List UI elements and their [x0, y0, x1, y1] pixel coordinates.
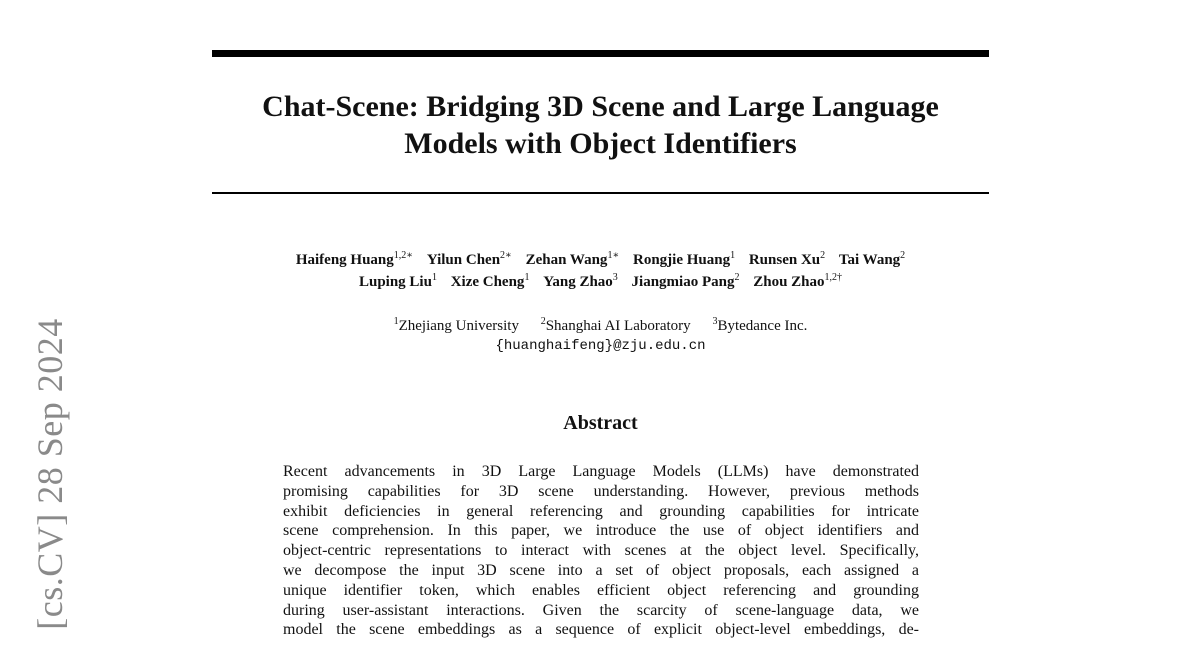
author: Xize Cheng$^1$ — [450, 272, 530, 290]
author: Luping Liu$^1$ — [358, 272, 437, 290]
abstract-line: during user-assistant interactions. Given the scarcity of scene-language data, we — [283, 601, 919, 619]
abstract-line: promising capabilities for 3D scene understanding. However, previous methods — [283, 482, 919, 500]
abstract-body — [283, 462, 919, 640]
abstract-line: object-centric representations to interact with scenes at the object level. Specifically, — [283, 542, 919, 560]
author: Zehan Wang$^{1∗}$ — [525, 250, 620, 268]
arxiv-stamp — [0, 0, 100, 648]
abstract-line: model the scene embeddings as a sequence of explicit object-level embeddings, de- — [283, 621, 919, 639]
affiliation: $^2$Shanghai AI Laboratory — [540, 316, 691, 334]
contact-email[interactable]: {huanghaifeng}@zju.edu.cn — [495, 338, 706, 354]
abstract-line: unique identifier token, which enables efficient object referencing and grounding — [283, 581, 919, 599]
author-line-2 — [212, 271, 989, 293]
arxiv-stamp-text: [cs.CV] 28 Sep 2024 — [30, 318, 70, 630]
abstract-line: exhibit deficiencies in general referencing and grounding capabilities for intricate — [283, 502, 919, 520]
affiliation: $^3$Bytedance Inc. — [712, 316, 808, 334]
author: Jiangmiao Pang$^2$ — [631, 272, 740, 290]
author: Rongjie Huang$^1$ — [632, 250, 736, 268]
affiliation-line — [212, 316, 989, 336]
paper-title — [212, 88, 989, 162]
affiliation: $^1$Zhejiang University — [393, 316, 519, 334]
author: Haifeng Huang$^{1,2∗}$ — [295, 250, 414, 268]
author: Yang Zhao$^3$ — [543, 272, 618, 290]
abstract-heading: Abstract — [563, 412, 638, 434]
abstract-line: scene comprehension. In this paper, we introduce the use of object identifiers and — [283, 522, 919, 540]
abstract-line: we decompose the input 3D scene into a set of object proposals, each assigned a — [283, 561, 919, 579]
title-top-bar — [212, 50, 989, 57]
author: Zhou Zhao$^{1,2\dagger}$ — [753, 272, 843, 290]
author: Tai Wang$^2$ — [838, 250, 906, 268]
title-line: Models with Object Identifiers — [404, 127, 797, 160]
author: Yilun Chen$^{2∗}$ — [426, 250, 512, 268]
abstract-line: Recent advancements in 3D Large Language Models (LLMs) have demonstrated — [283, 463, 919, 480]
author-line-1 — [212, 249, 989, 271]
title-line: Chat-Scene: Bridging 3D Scene and Large Language — [262, 90, 939, 123]
title-bottom-rule — [212, 192, 989, 194]
author: Runsen Xu$^2$ — [748, 250, 826, 268]
author-list — [212, 249, 989, 293]
affiliations — [212, 316, 989, 356]
